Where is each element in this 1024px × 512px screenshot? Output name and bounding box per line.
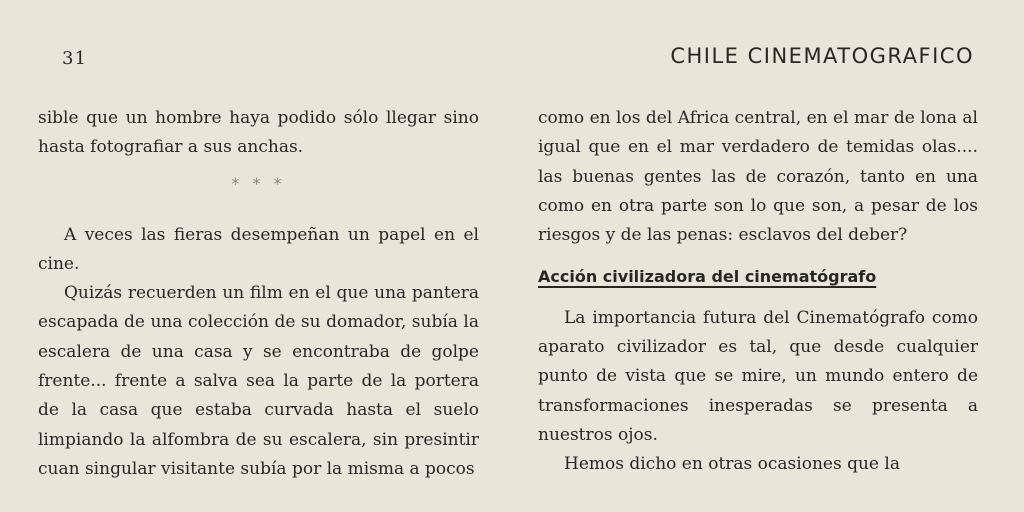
paragraph: A veces las fieras desempeñan un papel en el cine. <box>38 224 479 274</box>
left-column <box>38 104 479 484</box>
right-column <box>538 104 978 480</box>
section-separator: * * * <box>231 173 286 193</box>
paragraph: Quizás recuerden un film en el que una pantera escapada de una colección de su domador, subía la escalera de una casa y se encontraba de golpe frente... frente a salva sea la parte de la portera de la casa que estaba curvada hasta el suelo limpiando la alfombra de su escalera, sin presintir cuan singular visitante subía por la misma a pocos <box>38 283 479 479</box>
paragraph: La importancia futura del Cinematógrafo como aparato civilizador es tal, que desde cualquier punto de vista que se mire, un mundo entero de transformaciones inesperadas se presenta a nuestros ojos. <box>538 307 978 445</box>
paragraph: como en los del Africa central, en el mar de lona al igual que en el mar verdadero de temidas olas.... las buenas gentes las de corazón, tanto en una como en otra parte son lo que son, a pesar de los riesgos y de las penas: esclavos del deber? <box>538 108 978 246</box>
running-head: CHILE CINEMATOGRAFICO <box>670 44 974 68</box>
section-heading: Acción civilizadora del cinematógrafo <box>538 267 877 287</box>
paragraph: sible que un hombre haya podido sólo llegar sino hasta fotografiar a sus anchas. <box>38 108 479 158</box>
page-number: 31 <box>62 48 87 69</box>
paragraph: Hemos dicho en otras ocasiones que la <box>564 454 900 475</box>
